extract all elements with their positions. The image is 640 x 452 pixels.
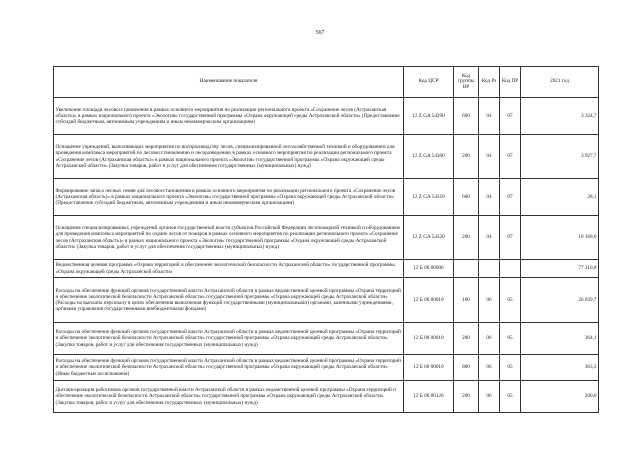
- row-vr: 200: [454, 381, 479, 413]
- row-name: Формирование запаса лесных семян для лесовосстановления в рамках основного мероприятия по реализации регионального проекта «Сохранение лесов (Астраханская область)» в рамках национального проекта «Экология» государственной программы «Охрана окружающей среды Астраханской области» (Предоставление субсидий бюджетным, автономным учреждениям и иным некоммерческим организациям): [54, 179, 404, 216]
- row-vr: 200: [454, 216, 479, 260]
- row-name: Диспансеризация работников органов государственной власти Астраханской области в рамках ведомственной целевой программы «Охрана территорий и обеспечение экологической безопасности Астраханской области» государственной программы «Охрана окружающей среды Астраханской области» (Закупка товаров, работ и услуг для обеспечения государственных (муниципальных) нужд): [54, 381, 404, 413]
- row-csr: 12 Б 00 00010: [404, 323, 454, 355]
- row-csr: 12 Б 00 00120: [404, 381, 454, 413]
- row-vr: 800: [454, 355, 479, 381]
- row-vr: 100: [454, 278, 479, 323]
- row-name: Увеличение площади лесовосстановления в рамках основного мероприятия по реализации регионального проекта «Сохранение лесов (Астраханская область)» в рамках национального проекта «Экология» государственной программы «Охрана окружающей среды Астраханской области» (Предоставление субсидий бюджетным, автономным учреждениям и иным некоммерческим организациям): [54, 98, 404, 135]
- row-csr: 12 Z GA 54310: [404, 179, 454, 216]
- row-vr: 600: [454, 98, 479, 135]
- row-vr: 200: [454, 323, 479, 355]
- row-name: Расходы на обеспечение функций органов государственной власти Астраханской области в рамках ведомственной целевой программы «Охрана территорий и обеспечение экологической безопасности Астраханской области» государственной программы «Охрана окружающей среды Астраханской области» (Расходы на выплаты персоналу в целях обеспечения выполнения функций государственными (муниципальными) органами, казенными учреждениями, органами управления государственными внебюджетными фондами): [54, 278, 404, 323]
- header-name: Наименование показателя: [54, 67, 404, 98]
- table-header-row: [54, 67, 599, 98]
- row-csr: 12 Z GA 54290: [404, 98, 454, 135]
- budget-table: [53, 66, 599, 413]
- row-rz: 04: [479, 179, 500, 216]
- row-pr: 05: [500, 355, 521, 381]
- row-name: Ведомственная целевая программа «Охрана территорий и обеспечение экологической безопасности Астраханской области» государственной программы «Охрана окружающей среды Астраханской области»: [54, 260, 404, 278]
- row-rz: 06: [479, 323, 500, 355]
- row-amount: 26 039,7: [521, 278, 599, 323]
- table-row: [54, 260, 599, 278]
- row-rz: 04: [479, 98, 500, 135]
- row-amount: 3 927,7: [521, 135, 599, 179]
- row-pr: 07: [500, 135, 521, 179]
- header-rz: Код Рз: [479, 67, 500, 98]
- row-rz: 06: [479, 381, 500, 413]
- row-pr: 07: [500, 216, 521, 260]
- row-pr: 05: [500, 278, 521, 323]
- table-row: [54, 216, 599, 260]
- table-row: [54, 179, 599, 216]
- row-amount: 77 310,8: [521, 260, 599, 278]
- row-vr: 200: [454, 135, 479, 179]
- table-row: [54, 355, 599, 381]
- header-year: 2021 год: [521, 67, 599, 98]
- row-csr: 12 Б 00 00000: [404, 260, 454, 278]
- header-vr: Код группы ВР: [454, 67, 479, 98]
- row-rz: 06: [479, 355, 500, 381]
- row-name: Расходы на обеспечение функций органов государственной власти Астраханской области в рамках ведомственной целевой программы «Охрана территорий и обеспечение экологической безопасности Астраханской области» государственной программы «Охрана окружающей среды Астраханской области» (Иные бюджетные ассигнования): [54, 355, 404, 381]
- table-row: [54, 135, 599, 179]
- row-vr: 600: [454, 179, 479, 216]
- table-row: [54, 381, 599, 413]
- header-pr: Код ПР: [500, 67, 521, 98]
- row-rz: 06: [479, 278, 500, 323]
- row-name: Оснащение специализированных учреждений органов государственной власти субъектов Российской Федерации лесопожарной техникой и оборудованием для проведения комплекса мероприятий по охране лесов от пожаров в рамках основного мероприятия по реализации регионального проекта «Сохранение лесов (Астраханская область)» в рамках национального проекта «Экология» государственной программы «Охрана окружающей среды Астраханской области» (Закупка товаров, работ и услуг для обеспечения государственных (муниципальных) нужд): [54, 216, 404, 260]
- row-pr: 07: [500, 98, 521, 135]
- table-row: [54, 323, 599, 355]
- row-amount: 28,1: [521, 179, 599, 216]
- header-csr: Код ЦСР: [404, 67, 454, 98]
- row-rz: 04: [479, 216, 500, 260]
- row-name: Оснащение учреждений, выполняющих мероприятия по воспроизводству лесов, специализированной лесохозяйственной техникой и оборудованием для проведения комплекса мероприятий по лесовосстановлению и лесоразведению в рамках основного мероприятия по реализации регионального проекта «Сохранение лесов (Астраханская область)» в рамках национального проекта «Экология» государственной программы «Охрана окружающей среды Астраханской области» (Закупка товаров, работ и услуг для обеспечения государственных (муниципальных) нужд): [54, 135, 404, 179]
- row-csr: 12 Б 00 00010: [404, 278, 454, 323]
- row-rz: 04: [479, 135, 500, 179]
- row-amount: 200,0: [521, 381, 599, 413]
- row-amount: 363,3: [521, 355, 599, 381]
- row-amount: 364,1: [521, 323, 599, 355]
- row-name: Расходы на обеспечение функций органов государственной власти Астраханской области в рамках ведомственной целевой программы «Охрана территорий и обеспечение экологической безопасности Астраханской области» государственной программы «Охрана окружающей среды Астраханской области» (Закупка товаров, работ и услуг для обеспечения государственных (муниципальных) нужд): [54, 323, 404, 355]
- table-row: [54, 278, 599, 323]
- row-pr: 05: [500, 381, 521, 413]
- table-row: [54, 98, 599, 135]
- row-pr: [500, 260, 521, 278]
- row-rz: [479, 260, 500, 278]
- row-amount: 18 168,0: [521, 216, 599, 260]
- page-number: 567: [315, 30, 325, 36]
- row-amount: 3 324,7: [521, 98, 599, 135]
- row-csr: 12 Z GA 54300: [404, 135, 454, 179]
- row-csr: 12 Z GA 54320: [404, 216, 454, 260]
- row-pr: 05: [500, 323, 521, 355]
- row-csr: 12 Б 00 00010: [404, 355, 454, 381]
- row-vr: [454, 260, 479, 278]
- row-pr: 07: [500, 179, 521, 216]
